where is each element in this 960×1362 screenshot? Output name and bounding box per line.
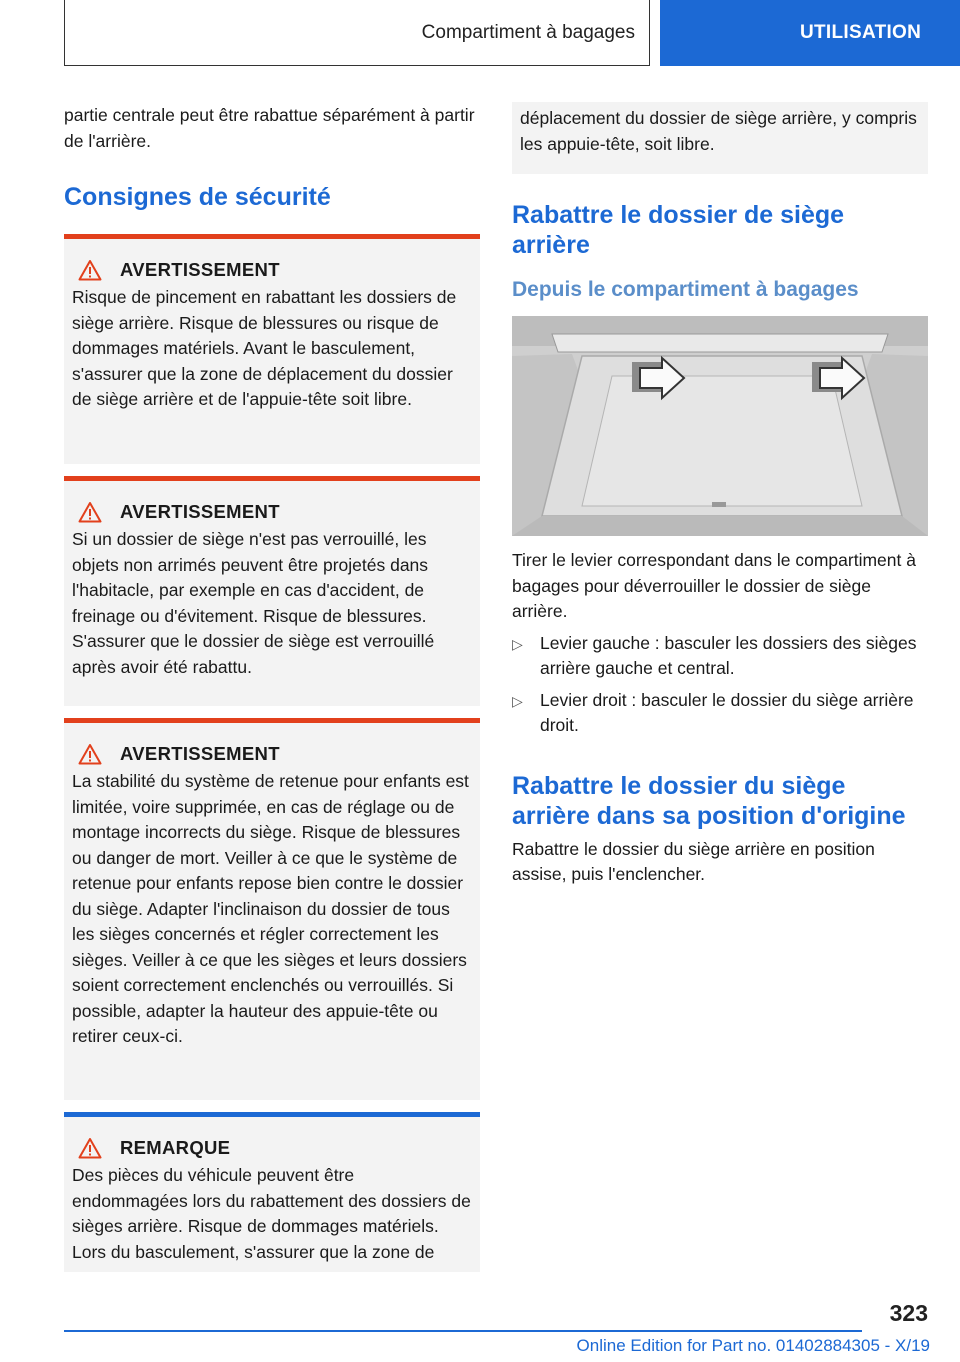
header-chapter-tab[interactable] (660, 0, 960, 66)
notice-box (64, 1112, 480, 1272)
triangle-bullet-icon: ▷ (512, 692, 523, 709)
restore-seat-heading: Rabattre le dossier du siège arrière dans sa position d'origine (512, 771, 906, 830)
warning-label: AVERTISSEMENT (120, 259, 280, 280)
lever-paragraph: Tirer le levier correspondant dans le compartiment à bagages pour déverrouiller le dossier de siège arrière. (512, 550, 916, 621)
notice-label: REMARQUE (120, 1137, 231, 1158)
warning-text: La stabilité du système de retenue pour enfants est limitée, voire supprimée, en cas de réglage ou de montage incorrects du siège. Risque de blessures ou danger de mort. Veiller à ce que le système de retenue pour enfants repose bien contre le dossier du siège. Adapter l'inclinaison du dossier de tous les sièges concernés et régler correctement les sièges. Veiller à ce que les sièges et leurs dossiers soient correctement enclenchés ou verrouillés. Si possible, adapter la hauteur des appuie-tête ou retirer ceux-ci. (72, 771, 469, 1046)
list-item-text: Levier droit : basculer le dossier du siège arrière droit. (540, 689, 914, 735)
warning-triangle-icon (78, 501, 102, 523)
fold-seat-heading: Rabattre le dossier de siège arrière (512, 201, 845, 259)
warning-triangle-icon (78, 259, 102, 281)
right-column (512, 102, 928, 888)
warning-triangle-icon (78, 1137, 102, 1159)
lever-list (512, 631, 928, 739)
restore-paragraph: Rabattre le dossier du siège arrière en position assise, puis l'enclencher. (512, 838, 875, 884)
notice-text: Des pièces du véhicule peuvent être endommagées lors du rabattement des dossiers de sièges arrière. Risque de dommages matériels. Lors du basculement, s'assurer que la zone de (72, 1165, 471, 1262)
list-item (512, 688, 928, 739)
footer-edition: Online Edition for Part no. 01402884305 - X/19 (576, 1336, 930, 1355)
notice-box-continued (512, 102, 928, 174)
warning-label: AVERTISSEMENT (120, 501, 280, 522)
warning-triangle-icon (78, 743, 102, 765)
footer-divider (64, 1330, 862, 1332)
intro-paragraph: partie centrale peut être rabattue séparément à partir de l'arrière. (64, 105, 475, 151)
list-item-text: Levier gauche : basculer les dossiers des sièges arrière gauche et central. (540, 632, 917, 678)
page-number: 323 (889, 1300, 928, 1326)
header-section-title: Compartiment à bagages (421, 21, 635, 43)
warning-box-2 (64, 476, 480, 706)
left-column (64, 100, 480, 1272)
warning-box-3 (64, 718, 480, 1100)
warning-text: Risque de pincement en rabattant les dossiers de siège arrière. Risque de blessures ou risque de dommages matériels. Avant le basculement, s'assurer que la zone de déplacement du dossier de siège arrière et de l'appuie-tête soit libre. (72, 287, 457, 409)
header-section-box (64, 0, 650, 66)
list-item (512, 631, 928, 682)
trunk-illustration (512, 316, 928, 536)
triangle-bullet-icon: ▷ (512, 635, 523, 652)
header-chapter-label: UTILISATION (800, 22, 922, 43)
from-trunk-subheading: Depuis le compartiment à bagages (512, 278, 859, 301)
trunk-image (512, 316, 928, 536)
notice-text-continued: déplacement du dossier de siège arrière, y compris les appuie-tête, soit libre. (520, 108, 917, 154)
safety-heading: Consignes de sécurité (64, 183, 331, 211)
warning-box-1 (64, 234, 480, 464)
warning-label: AVERTISSEMENT (120, 743, 280, 764)
warning-text: Si un dossier de siège n'est pas verrouillé, les objets non arrimés peuvent être projetés dans l'habitacle, par exemple en cas d'accident, de freinage ou d'évitement. Risque de blessures. S'assurer que le dossier de siège est verrouillé après avoir été rabattu. (72, 529, 435, 677)
